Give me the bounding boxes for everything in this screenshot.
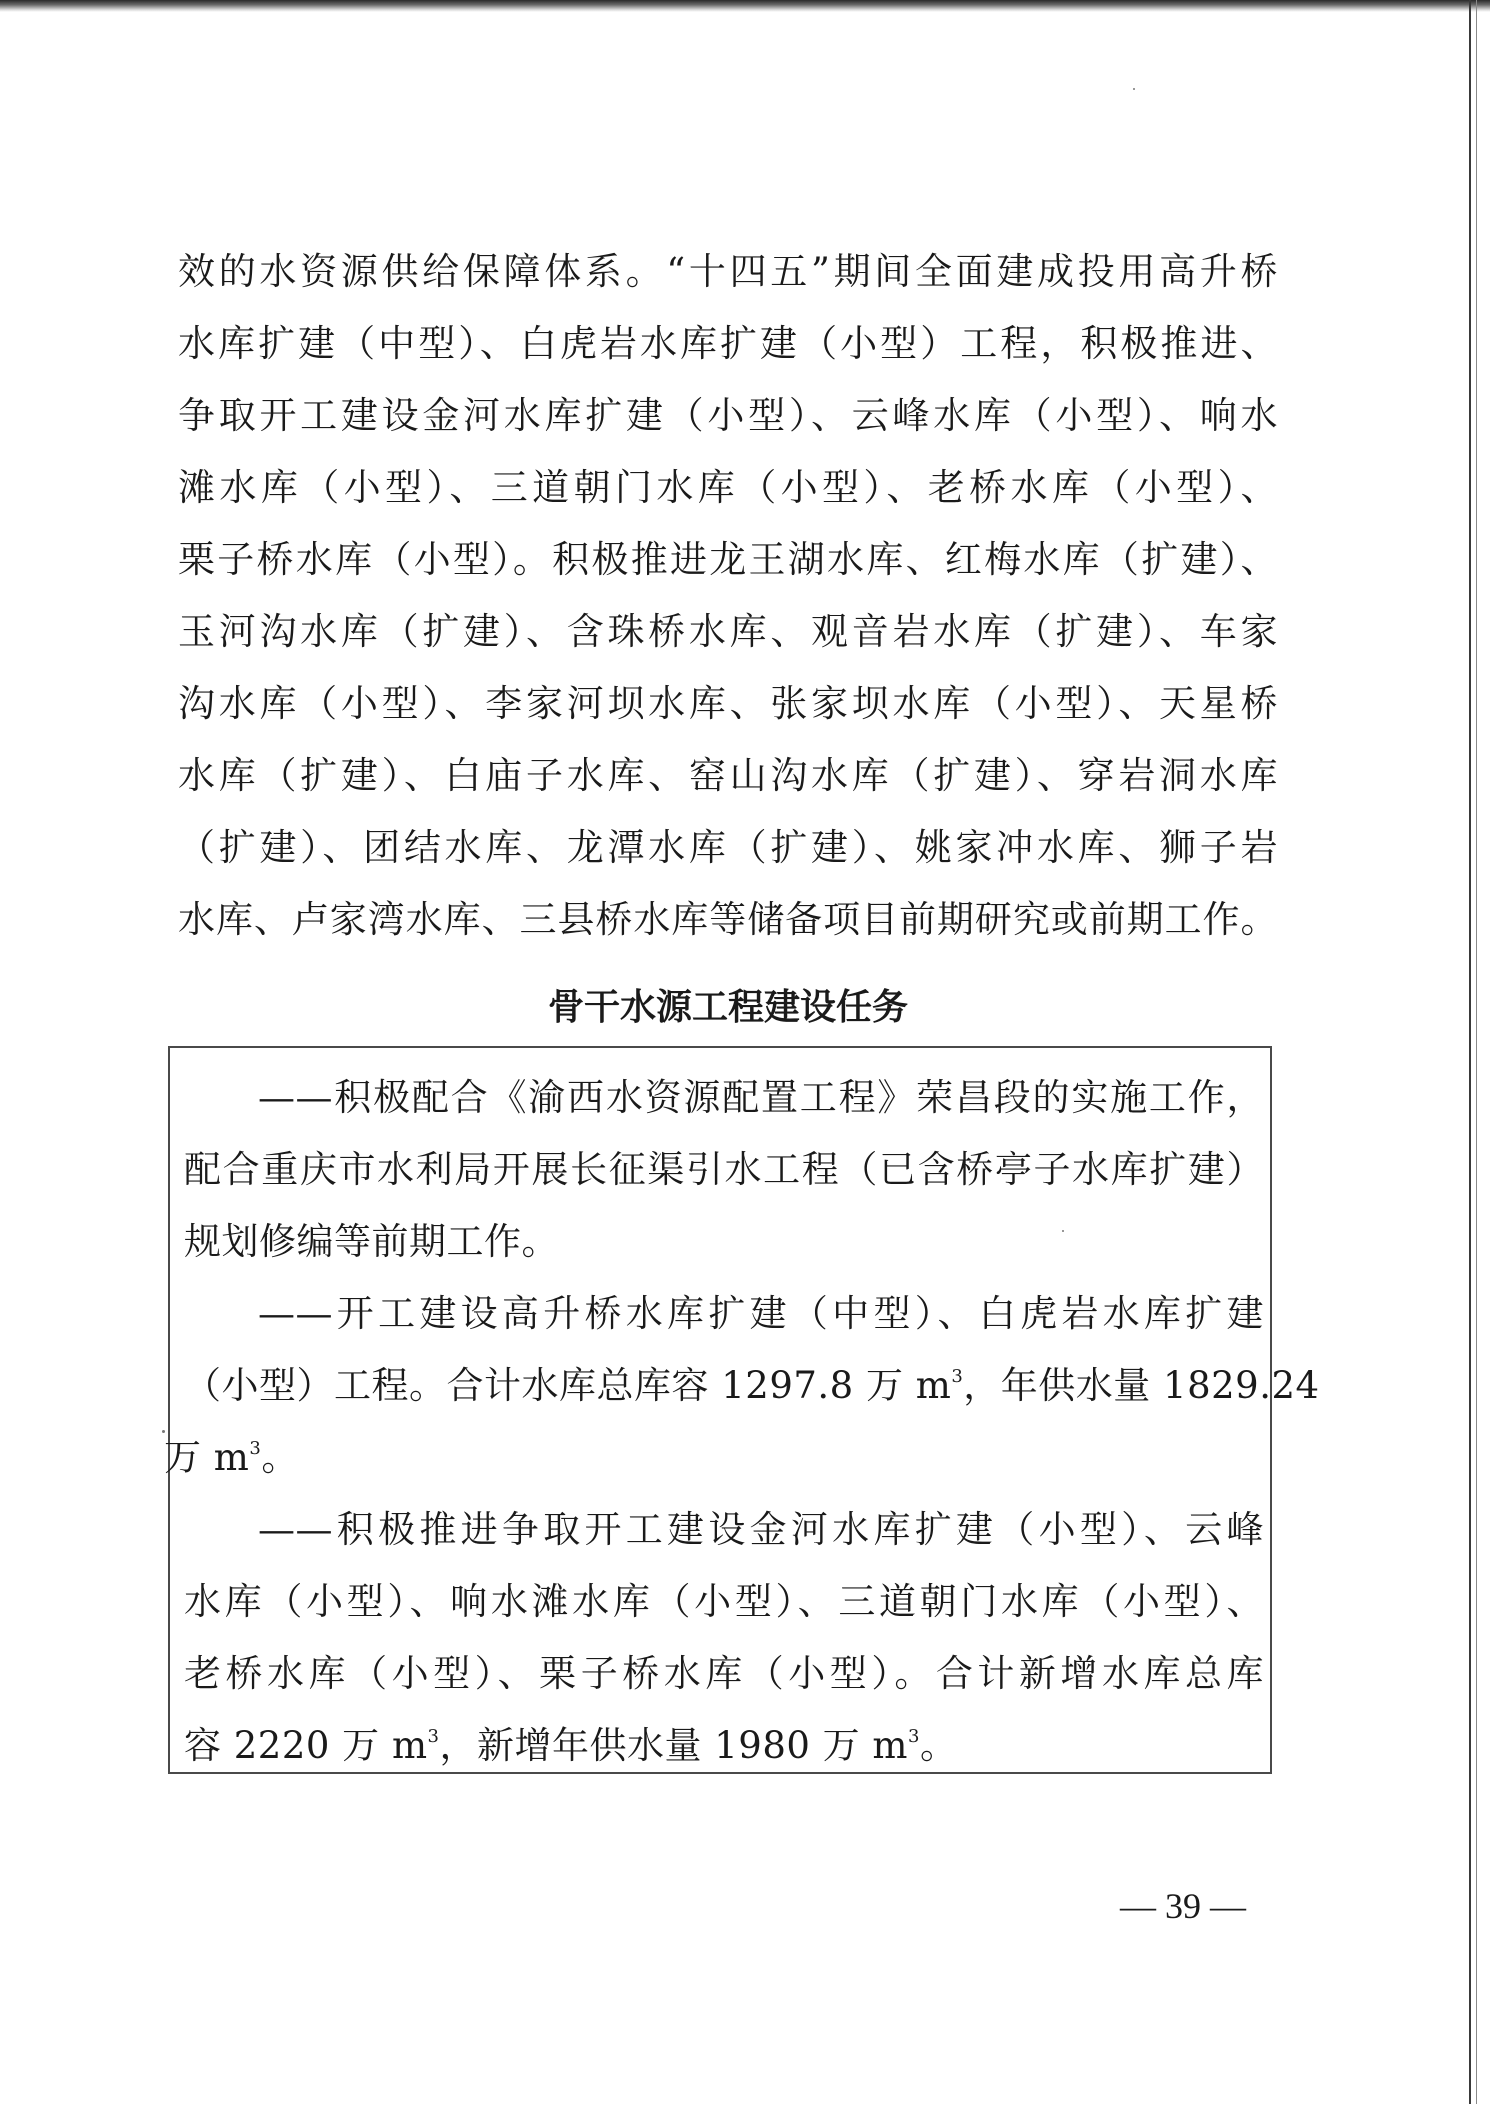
body-line: 效的水资源供给保障体系。“十四五”期间全面建成投用高升桥 <box>178 250 1278 293</box>
task-item-3-line: 水库（小型）、响水滩水库（小型）、三道朝门水库（小型）、 <box>184 1580 1264 1623</box>
task-item-2-text: （小型）工程。合计水库总库容 1297.8 万 m <box>184 1364 952 1407</box>
task-item-2-text: 。 <box>261 1436 299 1479</box>
task-item-3-text: ，新增年供水量 1980 万 m <box>439 1724 909 1767</box>
task-item-2-line <box>164 1422 1264 1494</box>
scan-right-edge <box>1469 0 1471 2104</box>
superscript: 3 <box>908 1726 920 1747</box>
box-title: 骨干水源工程建设任务 <box>547 987 908 1028</box>
task-item-2-text: ，年供水量 1829.24 <box>963 1364 1320 1407</box>
body-paragraph <box>178 236 1278 956</box>
superscript: 3 <box>427 1726 440 1747</box>
task-item-2-line: ——开工建设高升桥水库扩建（中型）、白虎岩水库扩建 <box>258 1292 1264 1335</box>
body-line: 争取开工建设金河水库扩建（小型）、云峰水库（小型）、响水 <box>178 394 1278 437</box>
body-line: 水库扩建（中型）、白虎岩水库扩建（小型）工程，积极推进、 <box>178 322 1278 365</box>
task-box <box>164 1046 1320 1774</box>
task-item-1-line: ——积极配合《渝西水资源配置工程》荣昌段的实施工作， <box>258 1076 1264 1119</box>
scan-top-shadow <box>0 0 1490 12</box>
task-item-2-text: 万 m <box>164 1436 250 1479</box>
scan-speck <box>1133 88 1135 90</box>
body-line: 滩水库（小型）、三道朝门水库（小型）、老桥水库（小型）、 <box>178 466 1278 509</box>
page-number: — 39 — <box>1120 1886 1246 1926</box>
task-box-content <box>164 1062 1320 1782</box>
task-item-3-line: 老桥水库（小型）、栗子桥水库（小型）。合计新增水库总库 <box>184 1652 1264 1695</box>
task-item-1-line: 规划修编等前期工作。 <box>184 1220 559 1263</box>
task-item-3-text: 容 2220 万 m <box>184 1724 428 1767</box>
superscript: 3 <box>249 1438 262 1459</box>
task-item-3-text: 。 <box>919 1724 958 1767</box>
body-line: 玉河沟水库（扩建）、含珠桥水库、观音岩水库（扩建）、车家 <box>178 610 1278 653</box>
superscript: 3 <box>951 1366 964 1387</box>
task-item-3-line <box>184 1710 1264 1782</box>
body-line: 栗子桥水库（小型）。积极推进龙王湖水库、红梅水库（扩建）、 <box>178 538 1278 581</box>
body-line: 水库（扩建）、白庙子水库、窑山沟水库（扩建）、穿岩洞水库 <box>178 754 1278 797</box>
scan-speck <box>1062 1230 1064 1232</box>
scan-right-edge-secondary <box>1476 0 1477 2104</box>
body-line: （扩建）、团结水库、龙潭水库（扩建）、姚家冲水库、狮子岩 <box>178 826 1278 869</box>
task-item-1-line: 配合重庆市水利局开展长征渠引水工程（已含桥亭子水库扩建） <box>184 1148 1264 1191</box>
body-line: 水库、卢家湾水库、三县桥水库等储备项目前期研究或前期工作。 <box>178 898 1278 941</box>
scan-speck <box>162 1430 165 1433</box>
body-line: 沟水库（小型）、李家河坝水库、张家坝水库（小型）、天星桥 <box>178 682 1278 725</box>
task-item-2-line <box>184 1350 1320 1422</box>
task-item-3-line: ——积极推进争取开工建设金河水库扩建（小型）、云峰 <box>258 1508 1264 1551</box>
